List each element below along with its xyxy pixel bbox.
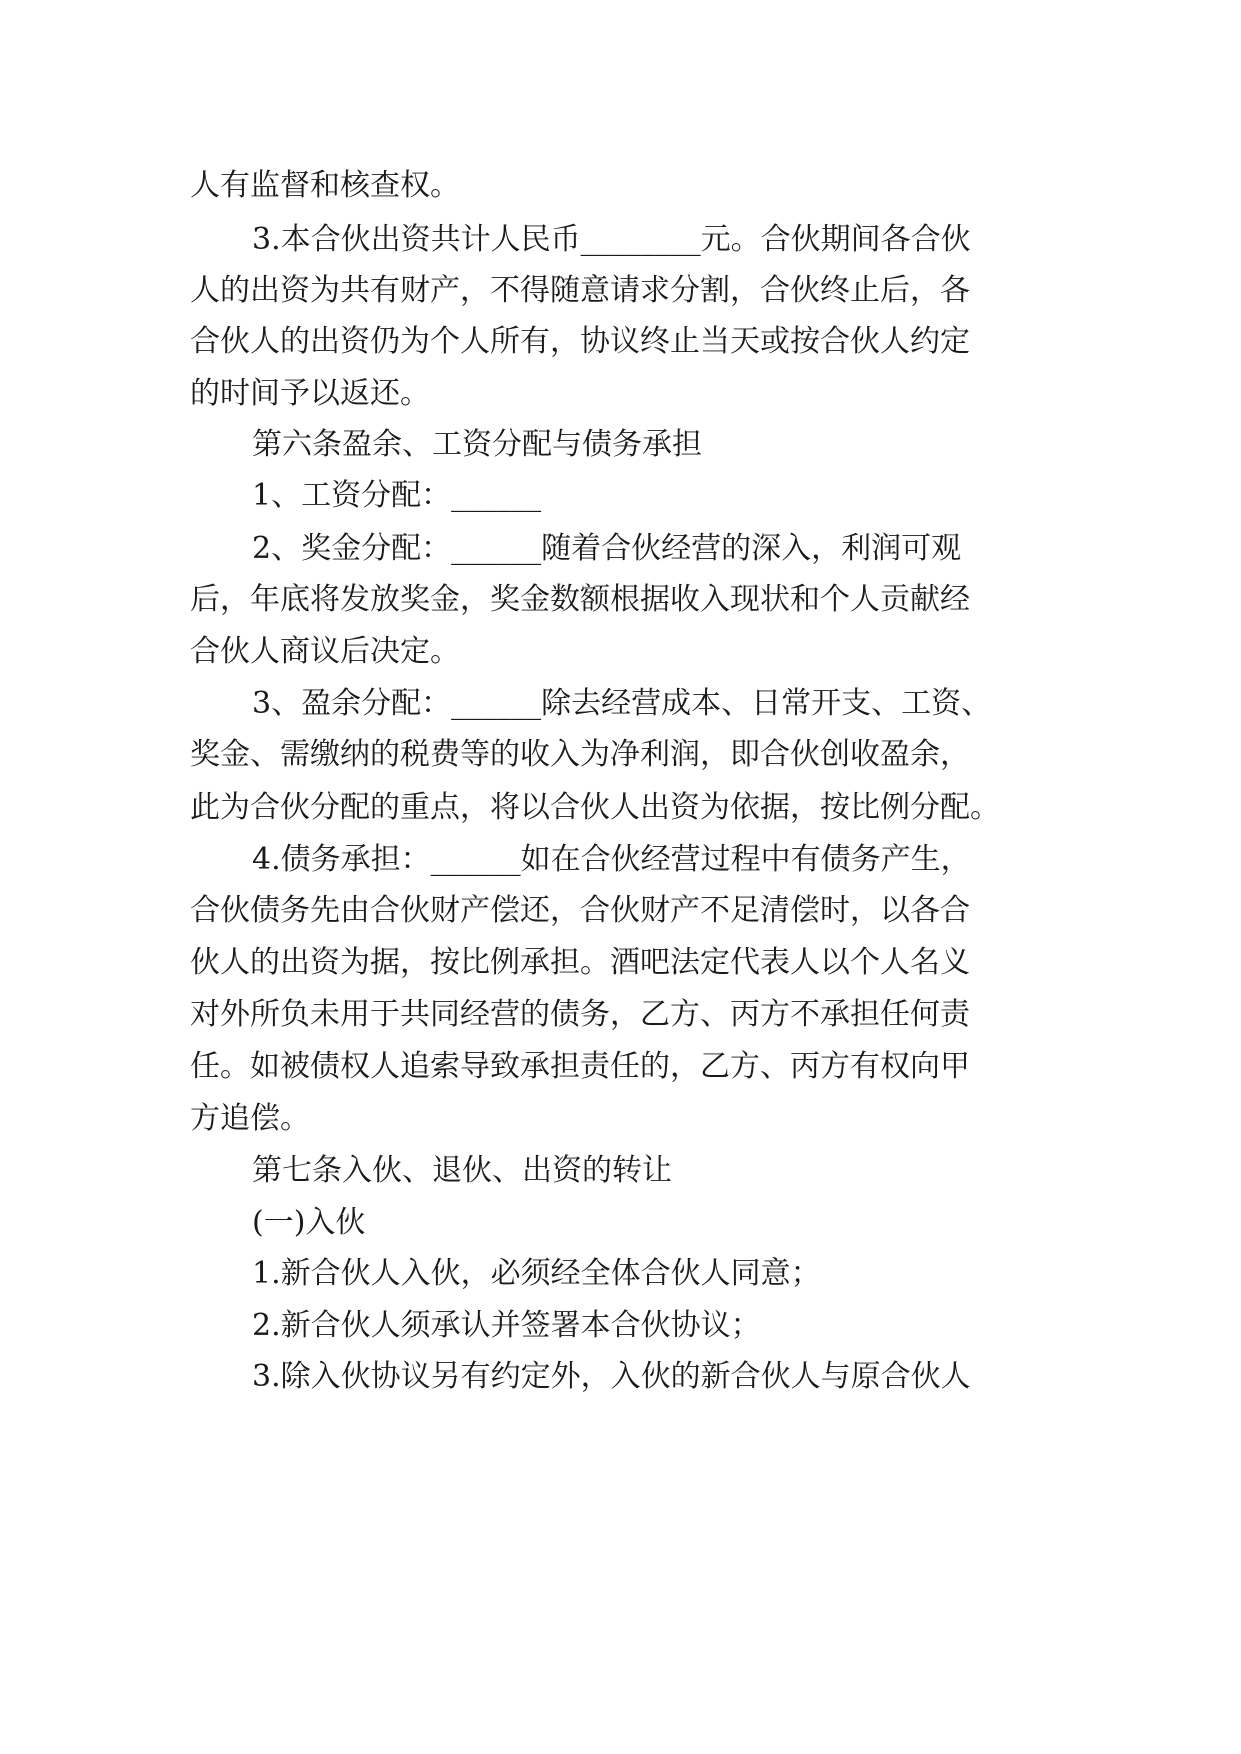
text-line: 合伙债务先由合伙财产偿还，合伙财产不足清偿时，以各合 [190,893,970,928]
text-line: 1、工资分配：______ [252,478,542,513]
text-line: 3、盈余分配：______除去经营成本、日常开支、工资、 [252,686,992,721]
text-line: 3.本合伙出资共计人民币________元。合伙期间各合伙 [252,222,971,257]
text-line: 2.新合伙人须承认并签署本合伙协议； [252,1308,761,1343]
text-line: 2、奖金分配：______随着合伙经营的深入，利润可观 [252,531,962,566]
text-line: 1.新合伙人入伙，必须经全体合伙人同意； [252,1256,821,1291]
subsection-heading: (一)入伙 [252,1205,366,1240]
text-line: 任。如被债权人追索导致承担责任的，乙方、丙方有权向甲 [190,1049,970,1084]
section-heading: 第六条盈余、工资分配与债务承担 [252,427,702,462]
text-line: 合伙人商议后决定。 [190,634,460,669]
text-line: 方追偿。 [190,1101,310,1136]
text-line: 3.除入伙协议另有约定外，入伙的新合伙人与原合伙人 [252,1359,971,1394]
text-line: 伙人的出资为据，按比例承担。酒吧法定代表人以个人名义 [190,945,970,980]
text-line: 的时间予以返还。 [190,376,430,411]
text-line: 人有监督和核查权。 [190,168,460,203]
text-line: 奖金、需缴纳的税费等的收入为净利润，即合伙创收盈余， [190,737,970,772]
text-line: 合伙人的出资仍为个人所有，协议终止当天或按合伙人约定 [190,324,970,359]
text-line: 后，年底将发放奖金，奖金数额根据收入现状和个人贡献经 [190,582,970,617]
text-line: 对外所负未用于共同经营的债务，乙方、丙方不承担任何责 [190,997,970,1032]
text-line: 此为合伙分配的重点，将以合伙人出资为依据，按比例分配。 [190,790,1000,825]
section-heading: 第七条入伙、退伙、出资的转让 [252,1153,672,1188]
text-line: 4.债务承担：______如在合伙经营过程中有债务产生， [252,842,971,877]
text-line: 人的出资为共有财产，不得随意请求分割，合伙终止后，各 [190,273,970,308]
